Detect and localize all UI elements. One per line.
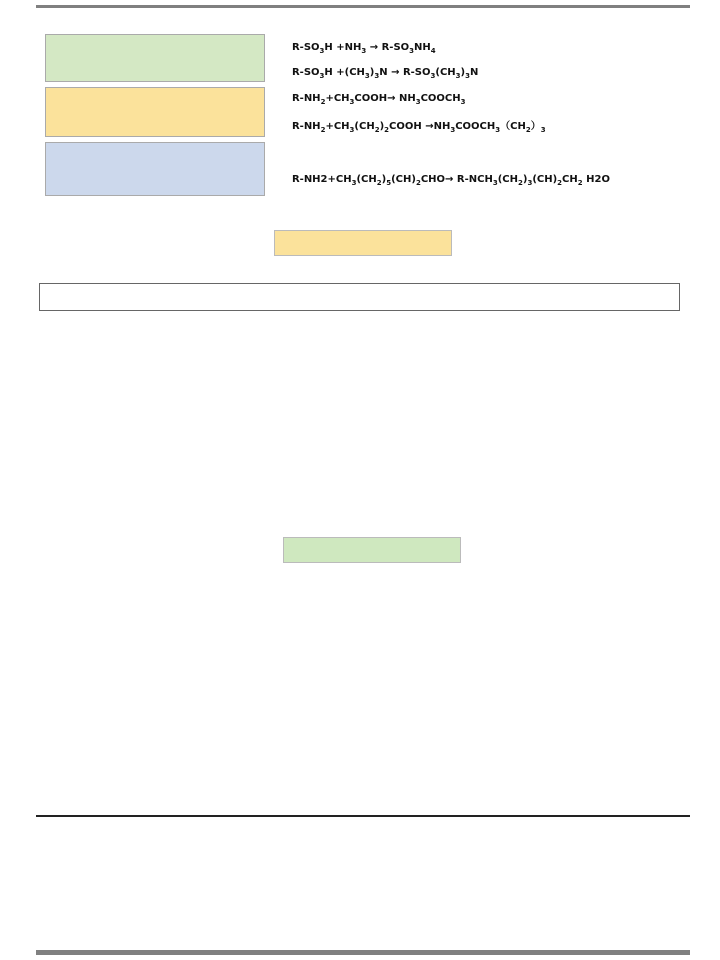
alkaline-box bbox=[45, 34, 265, 82]
equation-isovaleric-acid: $R-NH_2+CH_3(CH_2)_2COOH$ $\to NH_3COOCH_3(CH_2)_3$ bbox=[285, 121, 546, 134]
evaluation-banner-2 bbox=[283, 537, 461, 563]
evaluation-banner bbox=[274, 230, 452, 256]
table-corner bbox=[40, 284, 680, 311]
evaluation-table bbox=[39, 283, 680, 311]
charts-area bbox=[0, 596, 720, 745]
equation-acetaldehyde bbox=[285, 149, 292, 160]
equation-ammonia: $R-SO_3H +NH_3 \to R-SO_3NH_4$ bbox=[285, 42, 436, 55]
acidic-box bbox=[45, 87, 265, 137]
aldehyde-box bbox=[45, 142, 265, 196]
bottom-divider bbox=[36, 950, 690, 955]
footer-divider bbox=[36, 815, 690, 817]
equation-acetic-acid: $R-NH_2+CH_3COOH\to$ $NH_3COOCH_3$ bbox=[285, 93, 466, 106]
equation-nonenal: $R-NH2+CH_3(CH_2)_5(CH)_2CHO\to R-NCH_3(CH_2)_3(CH)_2CH_2$ H2O bbox=[285, 174, 610, 187]
equation-trimethylamine: $R-SO_3H +(CH_3)_3N \to R-SO_3(CH_3)_3N$ bbox=[285, 67, 479, 80]
bar-charts bbox=[0, 596, 720, 741]
top-divider bbox=[36, 5, 690, 8]
